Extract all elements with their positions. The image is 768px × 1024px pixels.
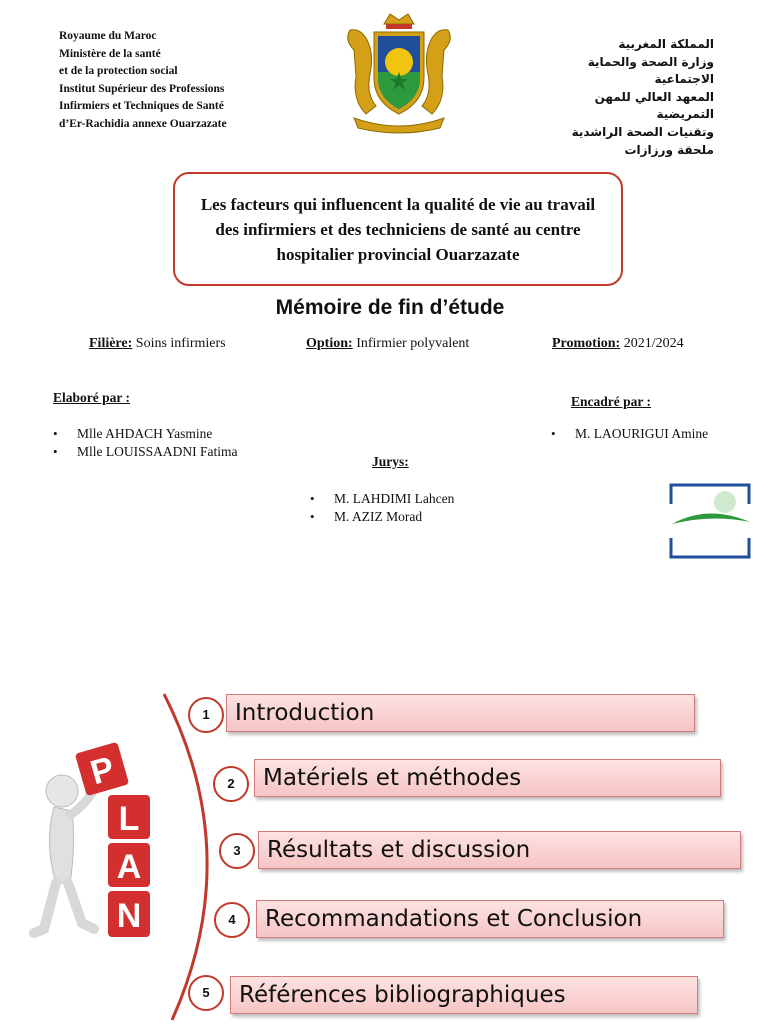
jurys-list (310, 490, 454, 526)
header-line: Royaume du Maroc (59, 30, 157, 42)
document-subtitle: Mémoire de fin d’étude (275, 296, 505, 319)
thesis-title: Les facteurs qui influencent la qualité de vie au travail des infirmiers et des techniciens de santé au centre hospitalier provincial Ouarzazate (200, 194, 596, 264)
header-line: Infirmiers et Techniques de Santé (59, 100, 224, 113)
header-line: وتقنيات الصحة الراشدية (571, 124, 714, 139)
plan-item-recommandations (256, 900, 724, 938)
plan-item-number: 5 (188, 975, 224, 1011)
plan-item-label: Matériels et méthodes (263, 765, 522, 791)
plan-letter-a: A (116, 848, 142, 886)
plan-letter-n: N (116, 897, 142, 935)
header-line: et de la protection social (59, 65, 178, 78)
plan-item-label: Introduction (235, 700, 375, 726)
header-line: التمريضية (656, 107, 714, 122)
promotion-label: Promotion: (552, 336, 621, 351)
option-field (306, 336, 469, 352)
encadre-list (551, 425, 708, 443)
plan-item-introduction (226, 694, 695, 732)
elabore-list (53, 425, 238, 461)
plan-letter-l: L (118, 800, 140, 838)
jurys-heading: Jurys: (372, 454, 409, 469)
plan-item-references (230, 976, 698, 1014)
header-line: المعهد العالي للمهن (594, 89, 714, 104)
french-institution-header (59, 28, 227, 134)
plan-item-label: Références bibliographiques (239, 982, 566, 1008)
arabic-institution-header (534, 36, 714, 159)
plan-item-materiels (254, 759, 721, 797)
header-line: Ministère de la santé (59, 47, 161, 60)
list-item: • M. LAOURIGUI Amine (551, 425, 708, 443)
coat-of-arms-icon (340, 10, 458, 136)
filiere-value: Soins infirmiers (132, 336, 226, 351)
plan-figure-icon (26, 733, 162, 945)
plan-item-number: 2 (213, 766, 249, 802)
plan-item-number: 3 (219, 833, 255, 869)
option-label: Option: (306, 336, 353, 351)
plan-item-label: Recommandations et Conclusion (265, 906, 643, 932)
thesis-title-box (173, 172, 623, 286)
plan-item-resultats (258, 831, 741, 869)
plan-letter-p: P (86, 749, 119, 793)
filiere-label: Filière: (89, 336, 133, 351)
elabore-heading: Elaboré par : (53, 390, 130, 405)
option-value: Infirmier polyvalent (352, 336, 470, 351)
header-line: المملكة المغربية (618, 37, 714, 51)
plan-item-number: 4 (214, 902, 250, 938)
list-item: • Mlle AHDACH Yasmine (53, 425, 238, 443)
promotion-field (552, 336, 684, 352)
header-line: d’Er-Rachidia annexe Ouarzazate (59, 117, 227, 130)
plan-item-label: Résultats et discussion (267, 837, 531, 863)
institute-logo-icon (668, 482, 752, 560)
header-line: وزارة الصحة والحماية (587, 54, 714, 69)
encadre-heading: Encadré par : (571, 394, 651, 409)
header-line: الاجتماعية (654, 72, 714, 87)
filiere-field (89, 336, 226, 352)
list-item: • M. LAHDIMI Lahcen (310, 490, 454, 508)
promotion-value: 2021/2024 (620, 336, 684, 351)
header-line: Institut Supérieur des Professions (59, 82, 225, 95)
header-line: ملحقة ورزازات (624, 142, 714, 157)
list-item: • Mlle LOUISSAADNI Fatima (53, 443, 238, 461)
plan-item-number: 1 (188, 697, 224, 733)
list-item: • M. AZIZ Morad (310, 508, 454, 526)
